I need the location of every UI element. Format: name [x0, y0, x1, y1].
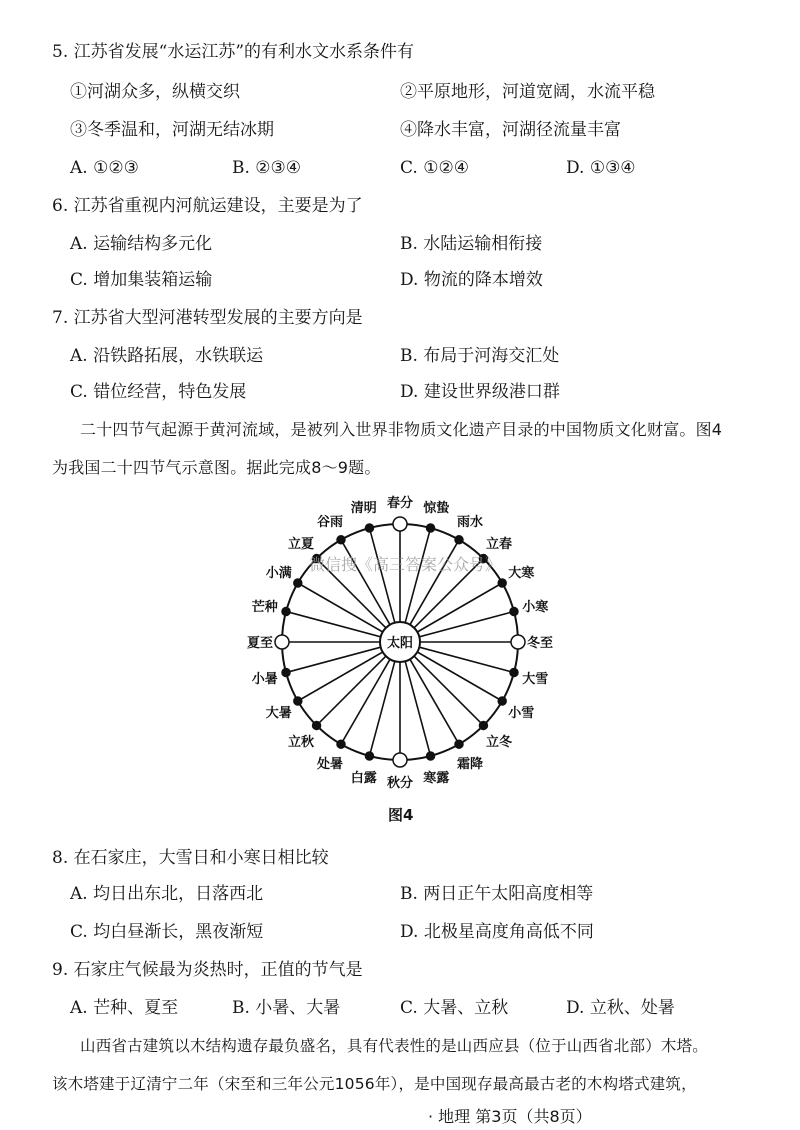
term-marker	[337, 740, 345, 748]
spoke-9	[414, 656, 483, 725]
q5-item-3: ③冬季温和，河湖无结冰期	[70, 120, 274, 140]
q8-stem: 8. 在石家庄，大雪日和小寒日相比较	[52, 848, 329, 868]
sun-label: 太阳	[386, 636, 414, 651]
term-label: 芒种	[251, 599, 278, 615]
open-marker	[393, 517, 407, 531]
term-marker	[313, 721, 321, 729]
term-label: 雨水	[456, 514, 484, 530]
spoke-13	[369, 661, 394, 756]
q8-choice-a: A. 均日出东北，日落西北	[70, 884, 264, 904]
term-marker	[455, 536, 463, 544]
spoke-15	[317, 656, 386, 725]
passage1-line1: 二十四节气起源于黄河流域，是被列入世界非物质文化遗产目录的中国物质文化财富。图4	[80, 420, 723, 439]
q5-item-2: ②平原地形，河道宽阔，水流平稳	[400, 82, 655, 102]
term-marker	[427, 752, 435, 760]
q6-choice-d: D. 物流的降本增效	[400, 270, 543, 290]
term-label: 冬至	[526, 636, 554, 651]
watermark-text: 微信搜《高三答案公众号》	[308, 555, 502, 574]
q7-choice-d: D. 建设世界级港口群	[400, 382, 560, 402]
q9-choice-c: C. 大暑、立秋	[400, 998, 509, 1018]
q5-item-4: ④降水丰富，河湖径流量丰富	[400, 120, 621, 140]
term-marker	[498, 697, 506, 705]
term-label: 小满	[265, 566, 292, 581]
term-label: 春分	[386, 496, 414, 511]
term-label: 处暑	[316, 757, 344, 773]
q8-choice-b: B. 两日正午太阳高度相等	[400, 884, 594, 904]
term-marker	[365, 524, 373, 532]
passage2-line1: 山西省古建筑以木结构遗存最负盛名，具有代表性的是山西应县（位于山西省北部）木塔。	[80, 1037, 709, 1055]
term-label: 大寒	[508, 566, 535, 581]
term-label: 霜降	[456, 757, 484, 773]
q5-choice-b: B. ②③④	[232, 158, 302, 178]
term-label: 大暑	[265, 706, 292, 721]
q8-choice-d: D. 北极星高度角高低不同	[400, 922, 594, 942]
q9-choice-a: A. 芒种、夏至	[70, 998, 179, 1018]
term-label: 秋分	[386, 776, 414, 791]
term-marker	[510, 607, 518, 615]
term-marker	[282, 607, 290, 615]
term-label: 小暑	[251, 672, 278, 688]
q6-stem: 6. 江苏省重视内河航运建设，主要是为了	[52, 196, 363, 216]
term-label: 大雪	[522, 672, 549, 688]
q7-choice-c: C. 错位经营，特色发展	[70, 382, 247, 402]
page-footer: · 地理 第3页（共8页）	[428, 1107, 592, 1126]
figure-caption: 图4	[388, 806, 414, 824]
term-label: 小雪	[508, 706, 535, 721]
term-label: 立秋	[287, 734, 315, 750]
q6-choice-b: B. 水陆运输相衔接	[400, 234, 543, 254]
spoke-7	[419, 647, 514, 672]
q5-stem: 5. 江苏省发展“水运江苏”的有利水文水系条件有	[52, 42, 415, 62]
term-label: 白露	[350, 771, 377, 787]
term-marker	[294, 697, 302, 705]
term-marker	[498, 579, 506, 587]
q5-choice-d: D. ①③④	[566, 158, 636, 178]
q9-stem: 9. 石家庄气候最为炎热时，正值的节气是	[52, 960, 363, 980]
q9-choice-d: D. 立秋、处暑	[566, 998, 675, 1018]
term-label: 小寒	[522, 599, 549, 615]
term-label: 立冬	[485, 734, 513, 750]
q5-choice-c: C. ①②④	[400, 158, 469, 178]
term-label: 立春	[485, 537, 513, 553]
q6-choice-a: A. 运输结构多元化	[70, 234, 213, 254]
passage1-line2: 为我国二十四节气示意图。据此完成8～9题。	[52, 458, 381, 477]
term-label: 谷雨	[316, 514, 344, 530]
term-marker	[282, 669, 290, 677]
q6-choice-c: C. 增加集装箱运输	[70, 270, 213, 290]
spoke-11	[405, 661, 430, 756]
term-label: 寒露	[423, 771, 450, 787]
passage2-line2: 该木塔建于辽清宁二年（宋至和三年公元1056年），是中国现存最高最古老的木构塔式建筑，	[52, 1075, 697, 1093]
q9-choice-b: B. 小暑、大暑	[232, 998, 341, 1018]
term-marker	[479, 721, 487, 729]
spoke-19	[286, 611, 381, 636]
open-marker	[275, 635, 289, 649]
solar-terms-diagram	[246, 492, 554, 792]
spoke-1	[405, 528, 430, 623]
term-marker	[365, 752, 373, 760]
q7-choice-a: A. 沿铁路拓展，水铁联运	[70, 346, 264, 366]
q5-item-1: ①河湖众多，纵横交织	[70, 82, 240, 102]
q7-choice-b: B. 布局于河海交汇处	[400, 346, 560, 366]
spoke-5	[419, 611, 514, 636]
term-marker	[337, 536, 345, 544]
q5-choice-a: A. ①②③	[70, 158, 139, 178]
open-marker	[393, 753, 407, 767]
term-marker	[427, 524, 435, 532]
term-label: 立夏	[287, 537, 315, 553]
term-label: 惊蛰	[423, 500, 450, 516]
term-marker	[455, 740, 463, 748]
q8-choice-c: C. 均白昼渐长，黑夜渐短	[70, 922, 264, 942]
term-label: 清明	[350, 500, 377, 516]
term-marker	[510, 669, 518, 677]
open-marker	[511, 635, 525, 649]
term-label: 夏至	[246, 636, 274, 651]
spoke-23	[369, 528, 394, 623]
term-marker	[294, 579, 302, 587]
spoke-17	[286, 647, 381, 672]
q7-stem: 7. 江苏省大型河港转型发展的主要方向是	[52, 308, 363, 328]
